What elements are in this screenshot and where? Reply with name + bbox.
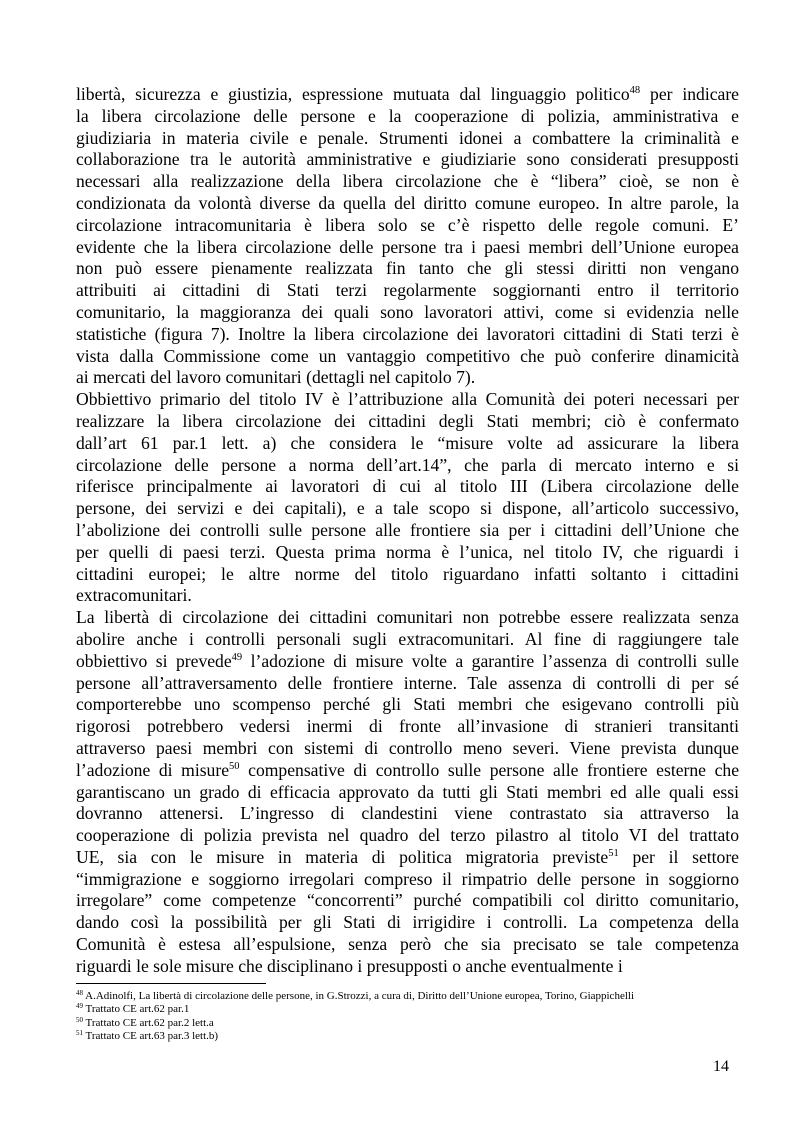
text-line: [76, 128, 739, 150]
footnote-number: 50: [76, 1015, 83, 1024]
text-line: [76, 476, 739, 498]
footnote: [76, 1017, 739, 1030]
text-segment: realizzare la libera circolazione dei cittadini degli Stati membri; ciò è confermato: [76, 410, 739, 431]
text-line: [76, 956, 739, 978]
text-segment: obbiettivo si prevede: [76, 650, 232, 671]
footnote-separator: [76, 983, 266, 984]
text-line: [76, 498, 739, 520]
paragraph: [76, 84, 739, 389]
text-segment: giudiziaria in materia civile e penale. Strumenti idonei a combattere la criminalità e: [76, 127, 739, 148]
text-line: [76, 84, 739, 106]
text-line: [76, 629, 739, 651]
text-line: [76, 912, 739, 934]
text-line: [76, 302, 739, 324]
text-segment: l’abolizione dei controlli sulle persone alle frontiere sia per i cittadini dell’Unione che: [76, 519, 739, 540]
text-segment: la libera circolazione delle persone e la cooperazione di polizia, amministrativa e: [76, 105, 739, 126]
text-segment: necessari alla realizzazione della libera circolazione che è “libera” cioè, se non è: [76, 171, 739, 192]
paragraph: [76, 389, 739, 607]
text-line: [76, 346, 739, 368]
text-segment: circolazione delle persone a norma dell’art.14”, che parla di mercato interno e si: [76, 454, 739, 475]
text-segment: statistiche (figura 7). Inoltre la libera circolazione dei lavoratori cittadini di Stati terzi è: [76, 323, 739, 344]
text-segment: evidente che la libera circolazione delle persone tra i paesi membri dell’Unione europea: [76, 236, 739, 257]
footnote-number: 51: [76, 1029, 83, 1038]
text-line: [76, 651, 739, 673]
text-segment: riguardi le sole misure che disciplinano i presupposti o anche eventualmente i: [76, 955, 623, 976]
text-segment: comporterebbe uno scompenso perché gli Stati membri che esigevano controlli più: [76, 694, 739, 715]
text-segment: garantiscano un grado di efficacia approvato da tutti gli Stati membri ed alle quali essi: [76, 781, 739, 802]
text-segment: Comunità è estesa all’espulsione, senza però che sia precisato se tale competenza: [76, 934, 739, 955]
text-line: [76, 411, 739, 433]
text-segment: rigorosi potrebbero vedersi inermi di fronte all’invasione di stranieri transitanti: [76, 716, 739, 737]
footnote: [76, 1003, 739, 1016]
text-line: [76, 237, 739, 259]
text-line: [76, 149, 739, 171]
text-line: [76, 782, 739, 804]
text-line: [76, 673, 739, 695]
text-segment: extracomunitari.: [76, 585, 192, 606]
text-line: [76, 890, 739, 912]
footnote-number: 48: [76, 989, 83, 997]
text-line: [76, 215, 739, 237]
text-line: [76, 869, 739, 891]
text-line: [76, 258, 739, 280]
text-segment: Obbiettivo primario del titolo IV è l’attribuzione alla Comunità dei poteri necessari per: [76, 389, 739, 410]
footnote-number: 49: [76, 1002, 83, 1011]
text-line: [76, 280, 739, 302]
text-line: [76, 694, 739, 716]
footnote-text: A.Adinolfi, La libertà di circolazione delle persone, in G.Strozzi, a cura di, Diritto dell’Unione europea, Torino, Giappichelli: [83, 990, 634, 1002]
footnote-ref: 51: [608, 847, 619, 859]
footnote-ref: 48: [629, 85, 641, 96]
text-segment: dovranno attenersi. L’ingresso di clandestini viene contrastato sia attraverso la: [76, 803, 739, 824]
text-line: [76, 520, 739, 542]
text-line: [76, 738, 739, 760]
text-line: [76, 564, 739, 586]
text-segment: attribuiti ai cittadini di Stati terzi regolarmente soggiornanti entro il territorio: [76, 280, 739, 301]
text-segment: cittadini europei; le altre norme del titolo riguardano infatti soltanto i cittadini: [76, 563, 739, 584]
text-line: [76, 716, 739, 738]
footnote-ref: 50: [229, 760, 240, 772]
footnote: [76, 990, 739, 1003]
text-segment: per indicare: [640, 84, 739, 104]
text-line: [76, 106, 739, 128]
text-line: [76, 825, 739, 847]
text-segment: condizionata da volontà diverse da quella del diritto comune europeo. In altre parole, la: [76, 192, 739, 213]
footnote: [76, 1030, 739, 1043]
text-segment: irregolare” come competenze “concorrenti” purché compatibili col diritto comunitario,: [76, 890, 739, 911]
text-segment: attraverso paesi membri con sistemi di controllo meno severi. Viene prevista dunque: [76, 737, 739, 758]
footnote-ref: 49: [231, 651, 243, 663]
text-line: [76, 934, 739, 956]
text-segment: collaborazione tra le autorità amministrative e giudiziarie sono considerati presupposti: [76, 149, 739, 170]
text-line: [76, 193, 739, 215]
text-line: [76, 455, 739, 477]
text-line: [76, 389, 739, 411]
body-text: [76, 84, 739, 978]
text-segment: comunitario, la maggioranza dei quali sono lavoratori attivi, come si evidenzia nelle: [76, 301, 739, 322]
text-segment: non può essere pienamente realizzata fin tanto che gli stessi diritti non vengano: [76, 258, 739, 279]
text-line: [76, 171, 739, 193]
text-segment: per il settore: [618, 846, 739, 867]
text-segment: dando così la possibilità per gli Stati di irrigidire i controlli. La competenza della: [76, 912, 739, 933]
text-segment: vista dalla Commissione come un vantaggio competitivo che può conferire dinamicità: [76, 345, 739, 366]
text-segment: libertà, sicurezza e giustizia, espressione mutuata dal linguaggio politico: [76, 84, 630, 104]
text-segment: cooperazione di polizia prevista nel quadro del terzo pilastro al titolo VI del trattato: [76, 825, 739, 846]
text-line: [76, 585, 739, 607]
footnote-text: Trattato CE art.62 par.2 lett.a: [83, 1016, 214, 1029]
text-line: [76, 542, 739, 564]
text-segment: compensative di controllo sulle persone alle frontiere esterne che: [239, 759, 740, 780]
text-line: [76, 760, 739, 782]
text-segment: circolazione intracomunitaria è libera solo se c’è rispetto delle regole comuni. E’: [76, 214, 739, 235]
text-segment: per quelli di paesi terzi. Questa prima norma è l’unica, nel titolo IV, che riguardi i: [76, 541, 739, 562]
text-segment: dall’art 61 par.1 lett. a) che considera le “misure volte ad assicurare la libera: [76, 432, 739, 453]
page-number: 14: [713, 1058, 729, 1075]
text-line: [76, 803, 739, 825]
text-segment: riferisce principalmente ai lavoratori di cui al titolo III (Libera circolazione delle: [76, 476, 739, 497]
footnote-text: Trattato CE art.62 par.1: [83, 1003, 190, 1016]
text-segment: “immigrazione e soggiorno irregolari compreso il rimpatrio delle persone in soggiorno: [76, 868, 739, 889]
paragraph: [76, 607, 739, 978]
text-segment: persone, dei servizi e dei capitali), e a tale scopo si dispone, all’articolo successivo,: [76, 498, 739, 519]
text-segment: l’adozione di misure: [76, 759, 230, 780]
text-segment: UE, sia con le misure in materia di politica migratoria previste: [76, 846, 609, 867]
footnotes: [76, 990, 739, 1044]
footnote-text: Trattato CE art.63 par.3 lett.b): [83, 1030, 219, 1043]
text-line: [76, 367, 739, 389]
text-segment: persone all’attraversamento delle frontiere interne. Tale assenza di controlli di per sé: [76, 672, 739, 693]
text-line: [76, 607, 739, 629]
text-line: [76, 847, 739, 869]
text-line: [76, 324, 739, 346]
text-segment: l’adozione di misure volte a garantire l’assenza di controlli sulle: [242, 650, 739, 671]
text-segment: abolire anche i controlli personali sugli extracomunitari. Al fine di raggiungere tale: [76, 628, 739, 649]
text-line: [76, 433, 739, 455]
text-segment: ai mercati del lavoro comunitari (dettagli nel capitolo 7).: [76, 367, 476, 388]
text-segment: La libertà di circolazione dei cittadini comunitari non potrebbe essere realizzata senza: [76, 607, 739, 628]
